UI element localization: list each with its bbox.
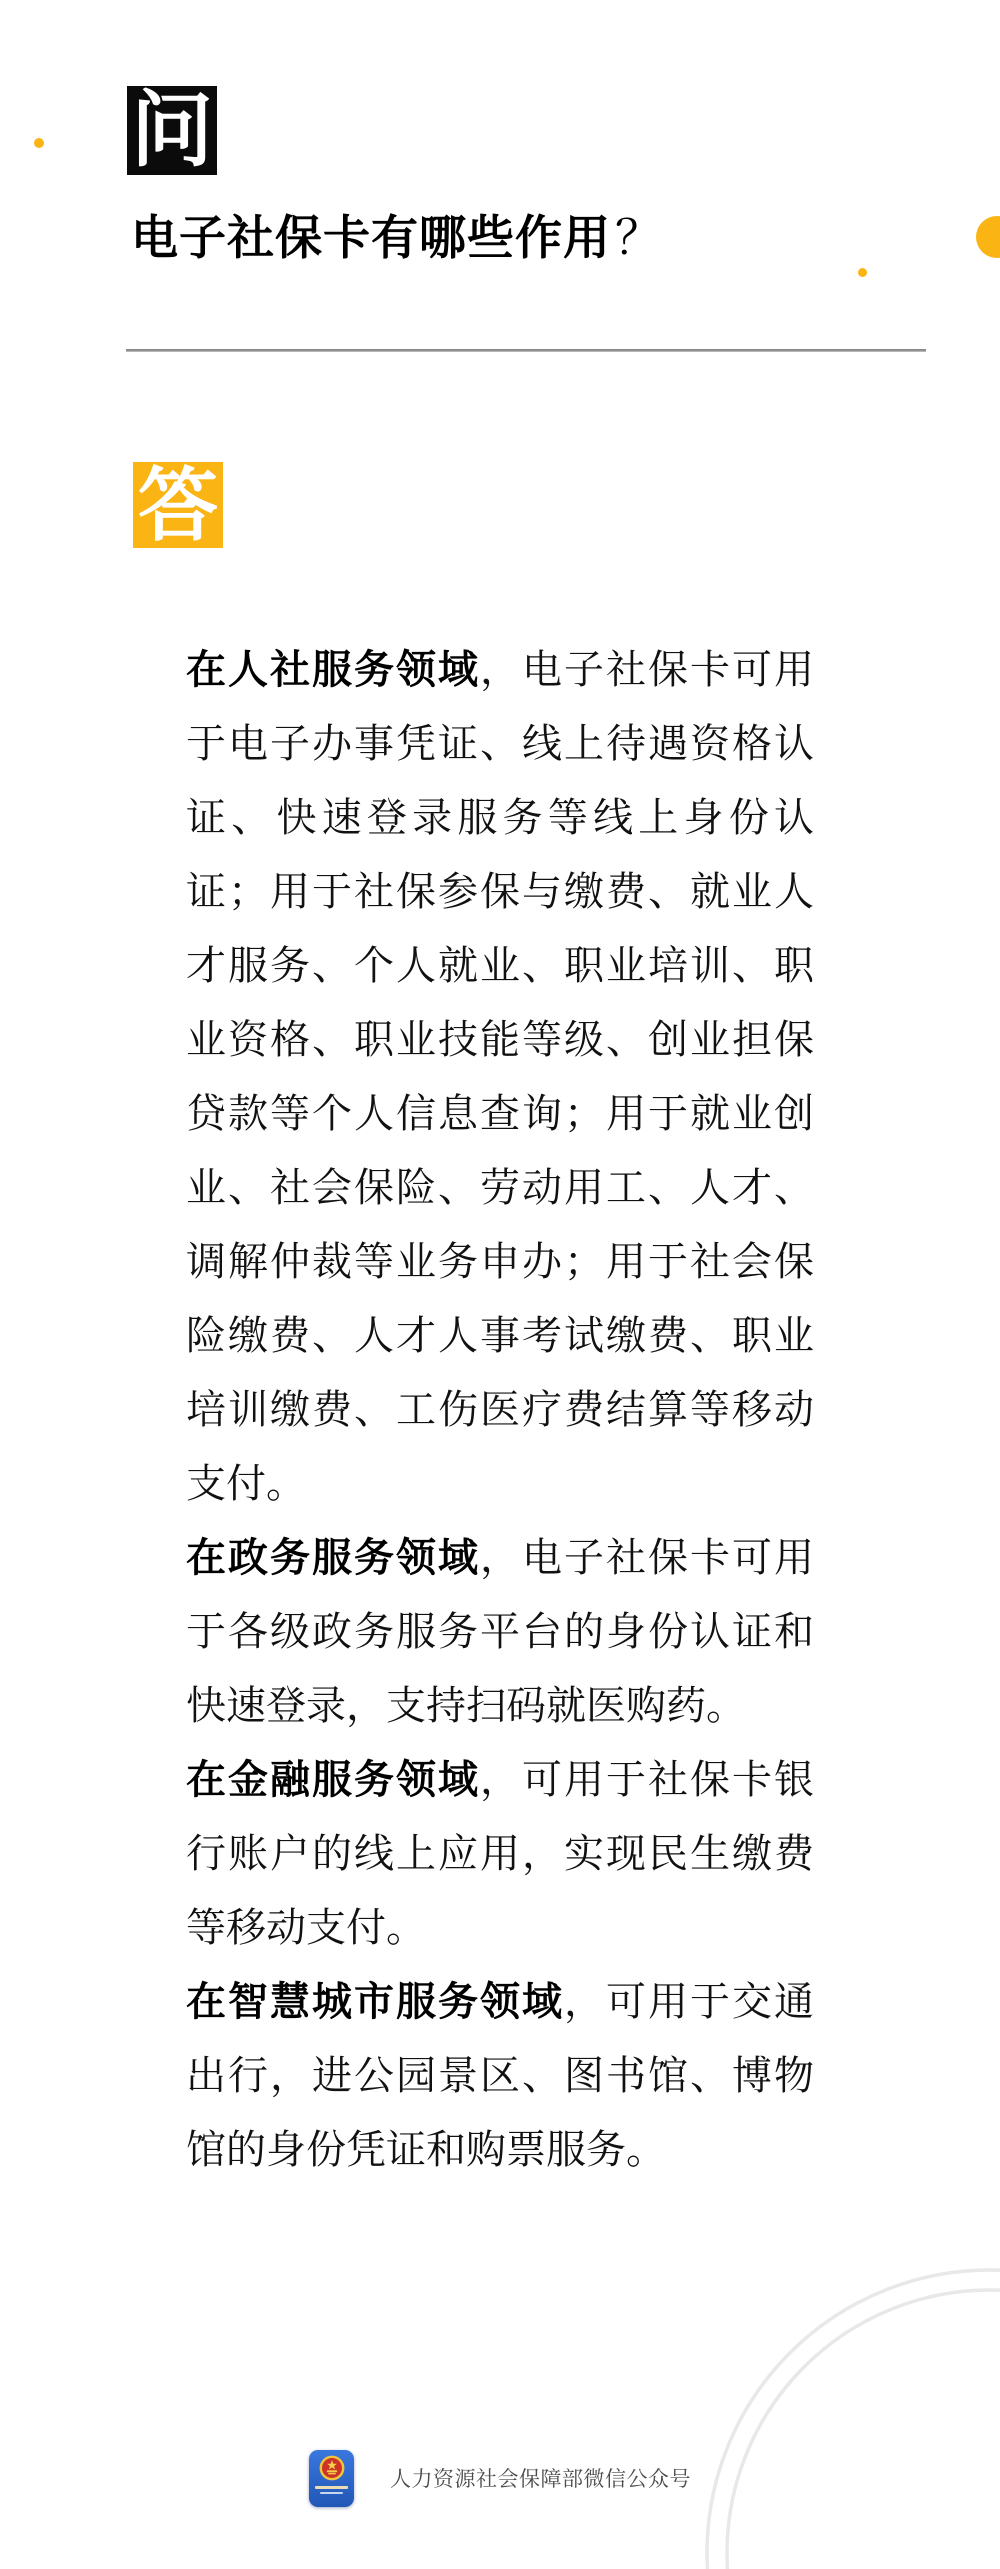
answer-badge-icon — [133, 458, 223, 552]
answer-glyph: 答 — [138, 458, 218, 552]
page-title-question-mark: ？ — [615, 211, 663, 264]
account-name-label: 人力资源社会保障部微信公众号 — [390, 2468, 691, 2491]
question-glyph: 问 — [130, 82, 213, 178]
paragraph-body: ，可用于交通出行，进公园景区、图书馆、博物馆的身份凭证和购票服务。 — [186, 1980, 814, 2172]
paragraph-body: ，电子社保卡可用于电子办事凭证、线上待遇资格认证、快速登录服务等线上身份认证；用于社保参保与缴费、就业人才服务、个人就业、职业培训、职业资格、职业技能等级、创业担保贷款等个人信息查询；用于就业创业、社会保险、劳动用工、人才、调解仲裁等业务申办；用于社会保险缴费、人才人事考试缴费、职业培训缴费、工伤医疗费结算等移动支付。 — [186, 648, 814, 1506]
decor-dot-left-icon — [34, 138, 44, 148]
answer-paragraph — [186, 1743, 814, 1965]
page-title-text: 电子社保卡有哪些作用 — [131, 211, 611, 264]
answer-paragraph — [186, 1521, 814, 1743]
paragraph-lead: 在政务服务领域 — [186, 1536, 480, 1580]
divider-line — [126, 349, 926, 352]
answer-paragraph — [186, 633, 814, 1521]
question-badge-icon — [127, 82, 217, 178]
footer — [0, 2448, 1000, 2508]
paragraph-lead: 在金融服务领域 — [186, 1758, 480, 1802]
ministry-app-badge-icon — [309, 2450, 354, 2507]
paragraph-lead: 在智慧城市服务领域 — [186, 1980, 564, 2024]
badge-caption-line — [320, 2492, 343, 2494]
paragraph-lead: 在人社服务领域 — [186, 648, 480, 692]
decor-dot-right-icon — [858, 268, 867, 277]
answer-text — [186, 633, 814, 2187]
national-emblem-icon — [318, 2454, 346, 2482]
paragraph-body: ，可用于社保卡银行账户的线上应用，实现民生缴费等移动支付。 — [186, 1758, 814, 1950]
page-title — [131, 211, 663, 264]
badge-caption-line — [315, 2486, 348, 2489]
answer-paragraph — [186, 1965, 814, 2187]
paragraph-body: ，电子社保卡可用于各级政务服务平台的身份认证和快速登录，支持扫码就医购药。 — [186, 1536, 814, 1728]
